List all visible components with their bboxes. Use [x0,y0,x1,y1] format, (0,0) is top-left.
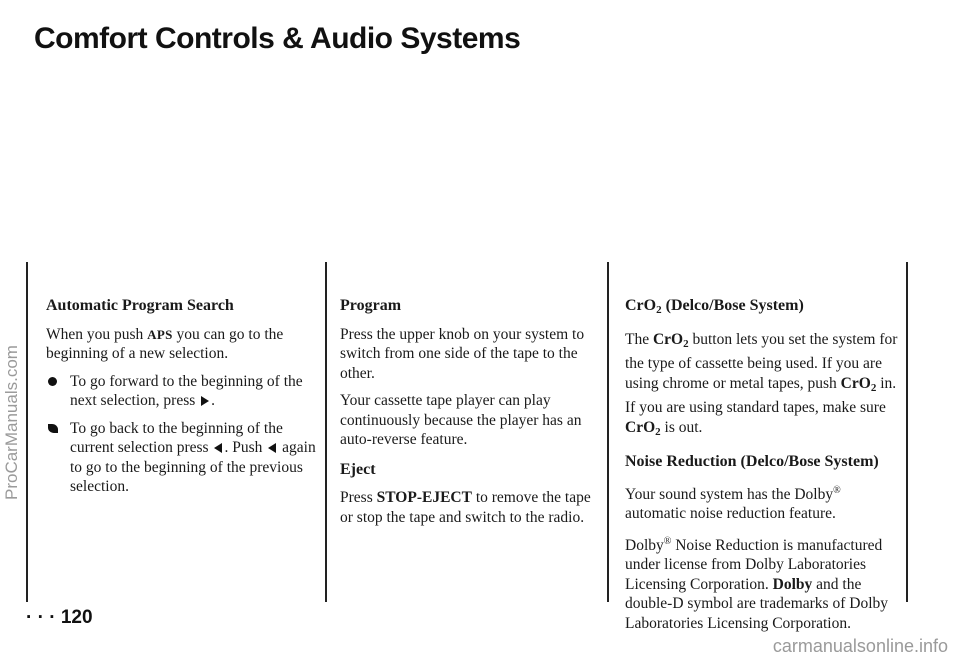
bullet-back [46,419,316,497]
watermark-bottom: carmanualsonline.info [772,636,948,656]
dolby-bold: Dolby [772,575,813,593]
dolby-text-c: and the double-D symbol are trademarks of Dolby Laboratories Licensing Corporation. [625,575,889,632]
program-paragraph-1: Press the upper knob on your system to switch from one side of the tape to the other. [340,325,585,382]
bullet-leaf-icon [48,424,58,433]
back-arrow-icon-2 [268,443,276,453]
cro2-label-3: CrO [625,418,656,436]
cro2-label-1: CrO [652,330,684,348]
column-cro2-noise-reduction [625,296,901,641]
aps-text-a: When you push [46,325,148,343]
bullet-dot-icon [48,377,57,386]
section-heading-eject: Eject [340,460,376,478]
registered-mark: ® [833,484,841,496]
section-heading-program: Program [340,297,402,314]
aps-paragraph [46,325,316,364]
dolby-text-a: Dolby [625,536,664,554]
bullet-back-text-b: . Push [224,439,267,456]
cro2-text-a: The [625,330,653,348]
cro2-heading-text: CrO [625,297,657,314]
column-divider-middle [325,262,327,602]
program-paragraph-2: Your cassette tape player can play continuously because the player has an auto-reverse feature. [340,392,582,448]
page-number: · · · 120 [26,607,93,628]
eject-paragraph [340,488,602,527]
dolby-text-b: Noise Reduction is manufactured under license from Dolby Laboratories Licensing Corporation. [625,536,883,593]
aps-text-b: you can go to the beginning of a new selection. [46,325,284,362]
column-divider-far-right [906,262,908,602]
cro2-heading-sub: 2 [656,304,662,316]
column-program-eject [340,296,602,535]
noise-text-a: Your sound system has the Dolby [625,485,834,503]
page-title: Comfort Controls & Audio Systems [34,22,521,55]
section-heading-aps: Automatic Program Search [46,297,234,314]
section-heading-noise-reduction: Noise Reduction (Delco/Bose System) [625,453,879,470]
bullet-forward-text: To go forward to the beginning of the next selection, press [70,372,303,409]
column-divider-right [607,262,609,602]
registered-mark-2: ® [663,535,672,547]
bullet-forward [46,372,316,411]
column-divider-left [26,262,28,602]
cro2-paragraph [625,330,901,443]
bullet-forward-end: . [211,392,216,409]
cro2-heading-rest: (Delco/Bose System) [661,297,804,314]
bullet-back-text-c: again to go to the beginning of the previous selection. [70,439,316,495]
column-automatic-program-search [46,296,316,505]
cro2-label-2-sub: 2 [870,381,877,394]
cro2-text-c: in. If you are using standard tapes, make sure [625,374,897,416]
back-arrow-icon [214,443,222,453]
aps-label: APS [147,326,173,342]
cro2-text-b: button lets you set the system for the type of cassette being used. If you are using chrome or metal tapes, push [625,330,898,392]
cro2-label-2: CrO [840,374,871,392]
eject-text-a: Press [340,489,377,506]
noise-text-b: automatic noise reduction feature. [625,505,836,522]
noise-paragraph-1 [625,481,901,524]
bullet-back-text-a: To go back to the beginning of the current selection press [70,419,283,456]
watermark-side: ProCarManuals.com [2,345,21,500]
noise-paragraph-2 [625,532,901,634]
stop-eject-label: STOP-EJECT [376,489,472,506]
cro2-label-1-sub: 2 [683,337,689,350]
cro2-label-3-sub: 2 [655,425,661,438]
eject-text-b: to remove the tape or stop the tape and switch to the radio. [340,489,591,526]
section-heading-cro2 [625,296,901,321]
cro2-text-d: is out. [660,418,703,436]
forward-arrow-icon [201,396,209,406]
